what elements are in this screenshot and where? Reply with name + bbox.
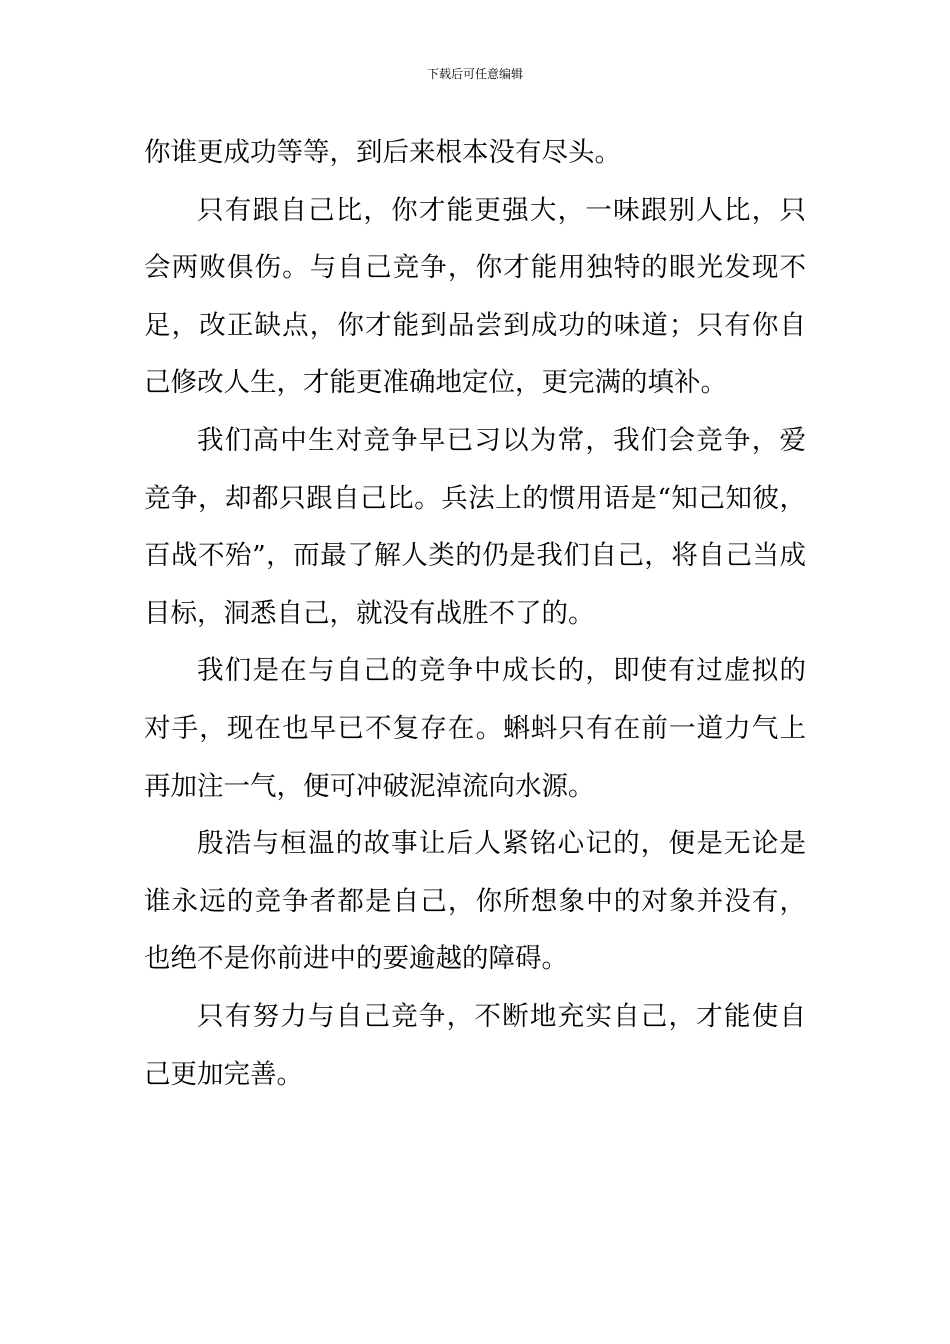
document-body	[144, 124, 806, 1103]
paragraph-2: 只有跟自己比，你才能更强大，一味跟别人比，只会两败俱伤。与自己竞争，你才能用独特的眼光发现不足，改正缺点，你才能到品尝到成功的味道；只有你自己修改人生，才能更准确地定位，更完满的填补。	[144, 194, 806, 399]
paragraph-5: 殷浩与桓温的故事让后人紧铭心记的，便是无论是谁永远的竞争者都是自己，你所想象中的对象并没有，也绝不是你前进中的要逾越的障碍。	[144, 828, 806, 975]
paragraph-3: 我们高中生对竞争早已习以为常，我们会竞争，爱竞争，却都只跟自己比。兵法上的惯用语是“知己知彼，百战不殆”，而最了解人类的仍是我们自己，将自己当成目标，洞悉自己，就没有战胜不了的。	[144, 424, 806, 629]
page-header: 下载后可任意编辑	[426, 67, 523, 81]
paragraph-4: 我们是在与自己的竞争中成长的，即使有过虚拟的对手，现在也早已不复存在。蝌蚪只有在前一道力气上再加注一气，便可冲破泥淖流向水源。	[144, 655, 806, 802]
paragraph-1: 你谁更成功等等，到后来根本没有尽头。	[144, 137, 621, 168]
paragraph-6: 只有努力与自己竞争，不断地充实自己，才能使自己更加完善。	[144, 1000, 806, 1090]
